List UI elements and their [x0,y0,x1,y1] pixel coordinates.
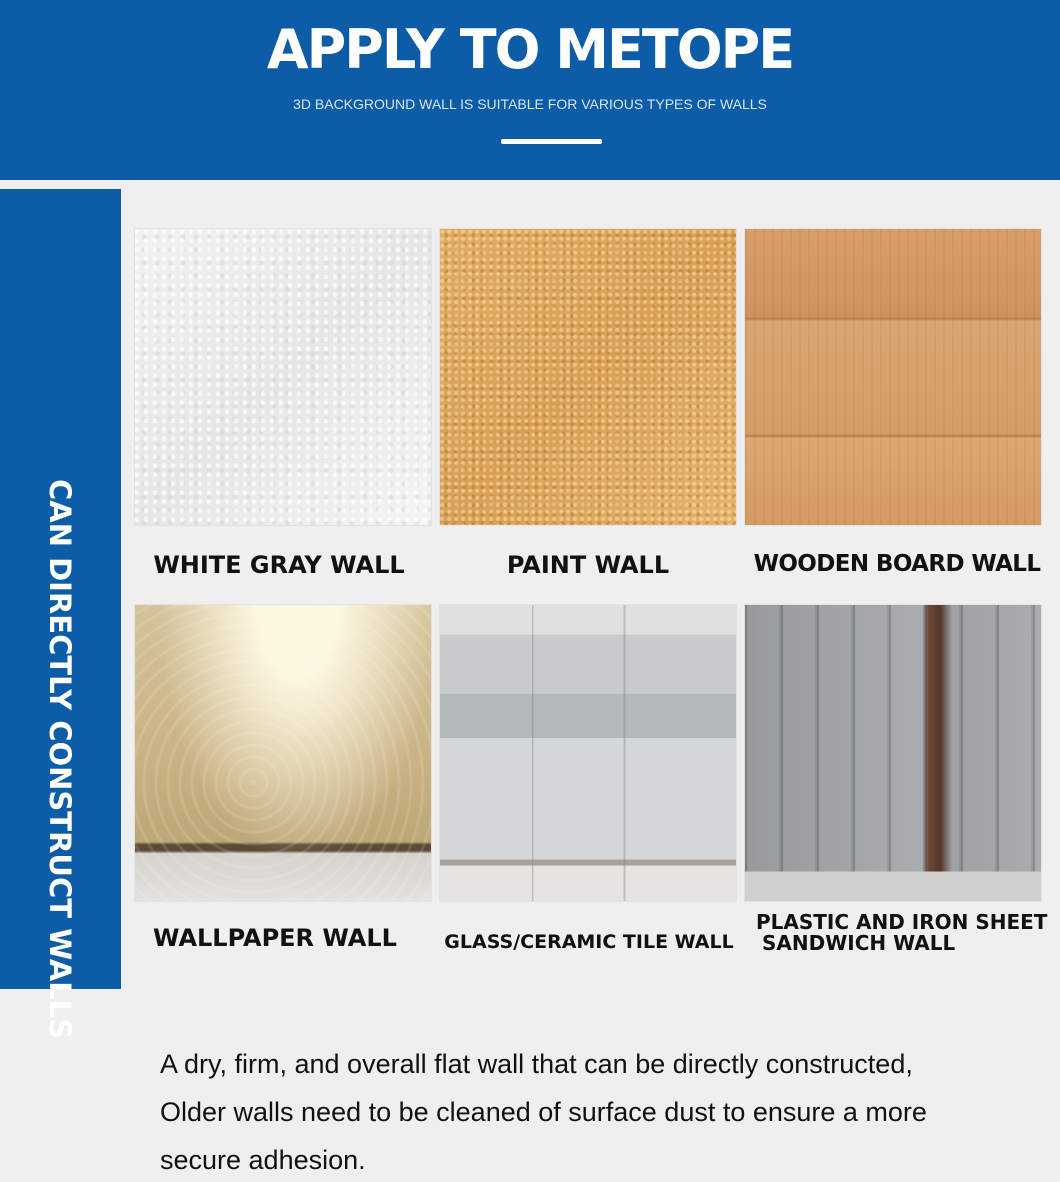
wallpaper-wall-label: WALLPAPER WALL [153,924,397,952]
white-gray-wall-label: WHITE GRAY WALL [153,551,405,579]
page-title: APPLY TO METOPE [266,18,794,81]
description-line-1: A dry, firm, and overall flat wall that can be directly constructed, [160,1049,913,1079]
glass-ceramic-tile-wall-label: GLASS/CERAMIC TILE WALL [444,931,734,953]
plastic-iron-sheet-wall-label-line2: SANDWICH WALL [762,931,956,955]
title-underline [501,139,602,144]
page-subtitle: 3D BACKGROUND WALL IS SUITABLE FOR VARIOUS TYPES OF WALLS [293,96,767,112]
description-paragraph [160,1040,1040,1182]
paint-wall-label: PAINT WALL [506,551,670,579]
side-banner [0,189,121,1040]
wooden-board-wall-label: WOODEN BOARD WALL [753,551,1041,577]
paint-wall-photo [439,228,737,526]
side-banner-text: CAN DIRECTLY CONSTRUCT WALLS [43,479,77,1040]
white-gray-wall-photo [134,228,432,526]
glass-ceramic-tile-wall-photo [439,604,737,902]
plastic-iron-sheet-wall-label-line1: PLASTIC AND IRON SHEET [756,910,1048,934]
plastic-iron-sheet-wall-label [756,912,1054,954]
wallpaper-wall-photo [134,604,432,902]
description-line-3: secure adhesion. [160,1145,366,1175]
header-banner [0,0,1060,180]
wooden-board-wall-photo [744,228,1042,526]
plastic-iron-sheet-wall-photo [744,604,1042,902]
description-line-2: Older walls need to be cleaned of surface dust to ensure a more [160,1097,927,1127]
